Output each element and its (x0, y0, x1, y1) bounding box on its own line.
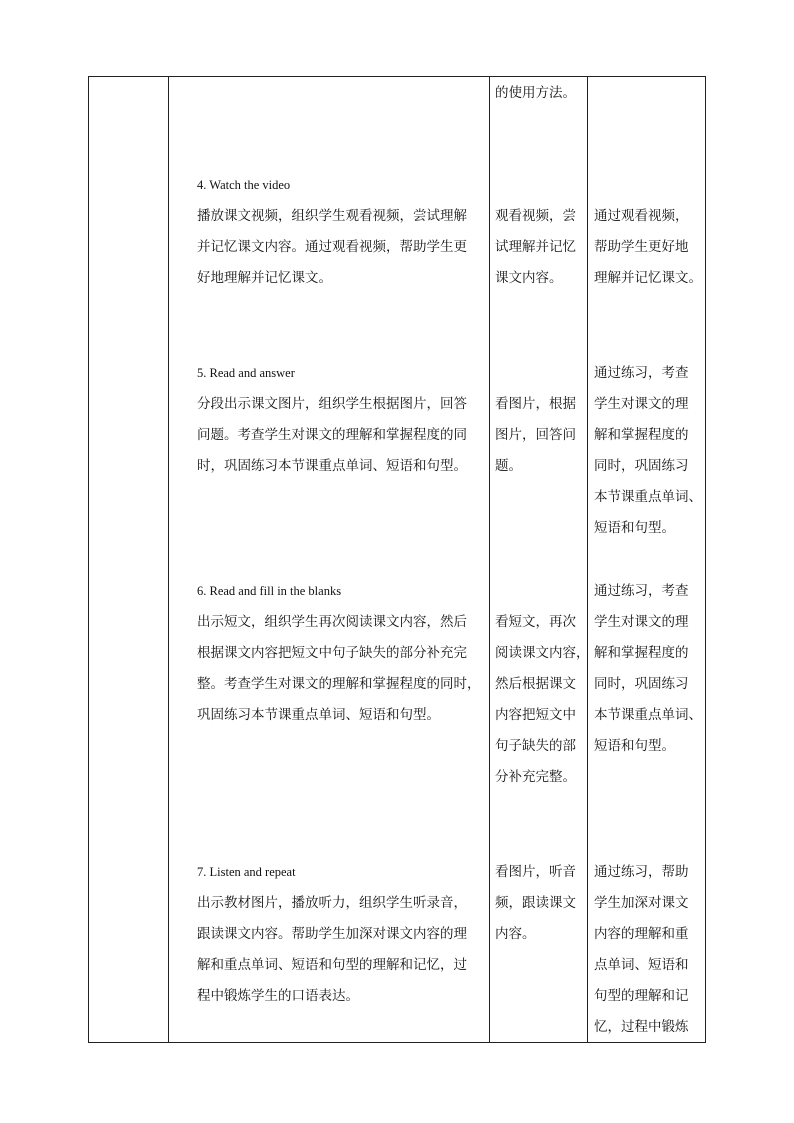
teacher-activity-line: 程中锻炼学生的口语表达。 (197, 988, 359, 1004)
teacher-activity-line: 整。考查学生对课文的理解和掌握程度的同时， (197, 676, 481, 692)
purpose-line: 同时，巩固练习 (594, 458, 689, 474)
teacher-activity-cell (197, 358, 467, 482)
purpose-line: 点单词、短语和 (594, 957, 689, 973)
teacher-activity-line: 好地理解并记忆课文。 (197, 270, 332, 286)
teacher-activity-cell (197, 857, 467, 1012)
teacher-activity-line: 并记忆课文内容。通过观看视频，帮助学生更 (197, 239, 467, 255)
purpose-line: 通过练习，考查 (594, 583, 689, 599)
purpose-cell (594, 857, 689, 1043)
student-activity-cell (495, 78, 576, 109)
teacher-activity-line: 出示教材图片，播放听力，组织学生听录音， (197, 895, 467, 911)
purpose-line: 学生对课文的理 (594, 396, 689, 412)
student-activity-line: 句子缺失的部 (495, 738, 576, 754)
teacher-activity-line: 解和重点单词、短语和句型的理解和记忆，过 (197, 957, 467, 973)
teacher-activity-line: 根据课文内容把短文中句子缺失的部分补充完 (197, 645, 467, 661)
student-activity-cell (495, 607, 590, 793)
purpose-line: 本节课重点单词、 (594, 489, 702, 505)
student-activity-line: 看图片，听音 (495, 864, 576, 880)
purpose-line: 解和掌握程度的 (594, 645, 689, 661)
student-activity-line: 观看视频，尝 (495, 208, 576, 224)
teacher-activity-line: 播放课文视频，组织学生观看视频，尝试理解 (197, 208, 467, 224)
student-activity-line: 内容把短文中 (495, 707, 576, 723)
teacher-activity-line: 时，巩固练习本节课重点单词、短语和句型。 (197, 458, 467, 474)
teacher-activity-line: 出示短文，组织学生再次阅读课文内容，然后 (197, 614, 467, 630)
teacher-activity-cell (197, 170, 467, 294)
purpose-cell (594, 201, 702, 294)
step-heading: 7. Listen and repeat (197, 865, 296, 879)
teacher-activity-cell (197, 576, 481, 731)
student-activity-line: 的使用方法。 (495, 85, 576, 101)
purpose-line: 内容的理解和重 (594, 926, 689, 942)
student-activity-line: 内容。 (495, 926, 536, 942)
purpose-line: 理解并记忆课文。 (594, 270, 702, 286)
student-activity-line: 看短文，再次 (495, 614, 576, 630)
teacher-activity-line: 跟读课文内容。帮助学生加深对课文内容的理 (197, 926, 467, 942)
student-activity-line: 然后根据课文 (495, 676, 576, 692)
teacher-activity-line: 巩固练习本节课重点单词、短语和句型。 (197, 707, 440, 723)
purpose-cell (594, 358, 702, 544)
purpose-line: 学生加深对课文 (594, 895, 689, 911)
purpose-line: 短语和句型。 (594, 738, 675, 754)
purpose-line: 通过练习，考查 (594, 365, 689, 381)
step-heading: 5. Read and answer (197, 366, 295, 380)
column-divider (168, 77, 169, 1042)
lesson-table (88, 76, 706, 1043)
purpose-line: 通过练习，帮助 (594, 864, 689, 880)
purpose-line: 通过观看视频， (594, 208, 689, 224)
student-activity-cell (495, 857, 576, 950)
purpose-line: 学生对课文的理 (594, 614, 689, 630)
student-activity-cell (495, 389, 576, 482)
purpose-line: 忆，过程中锻炼 (594, 1019, 689, 1035)
purpose-line: 本节课重点单词、 (594, 707, 702, 723)
student-activity-line: 题。 (495, 458, 522, 474)
purpose-line: 短语和句型。 (594, 520, 675, 536)
student-activity-line: 看图片，根据 (495, 396, 576, 412)
column-divider (489, 77, 490, 1042)
student-activity-line: 阅读课文内容， (495, 645, 590, 661)
student-activity-line: 频，跟读课文 (495, 895, 576, 911)
student-activity-line: 试理解并记忆 (495, 239, 576, 255)
purpose-cell (594, 576, 702, 762)
student-activity-line: 分补充完整。 (495, 769, 576, 785)
step-heading: 4. Watch the video (197, 178, 291, 192)
teacher-activity-line: 问题。考查学生对课文的理解和掌握程度的同 (197, 427, 467, 443)
purpose-line: 解和掌握程度的 (594, 427, 689, 443)
teacher-activity-line: 分段出示课文图片，组织学生根据图片，回答 (197, 396, 467, 412)
column-divider (587, 77, 588, 1042)
student-activity-line: 图片，回答问 (495, 427, 576, 443)
step-heading: 6. Read and fill in the blanks (197, 584, 342, 598)
student-activity-cell (495, 201, 576, 294)
purpose-line: 帮助学生更好地 (594, 239, 689, 255)
purpose-line: 句型的理解和记 (594, 988, 689, 1004)
student-activity-line: 课文内容。 (495, 270, 563, 286)
purpose-line: 同时，巩固练习 (594, 676, 689, 692)
